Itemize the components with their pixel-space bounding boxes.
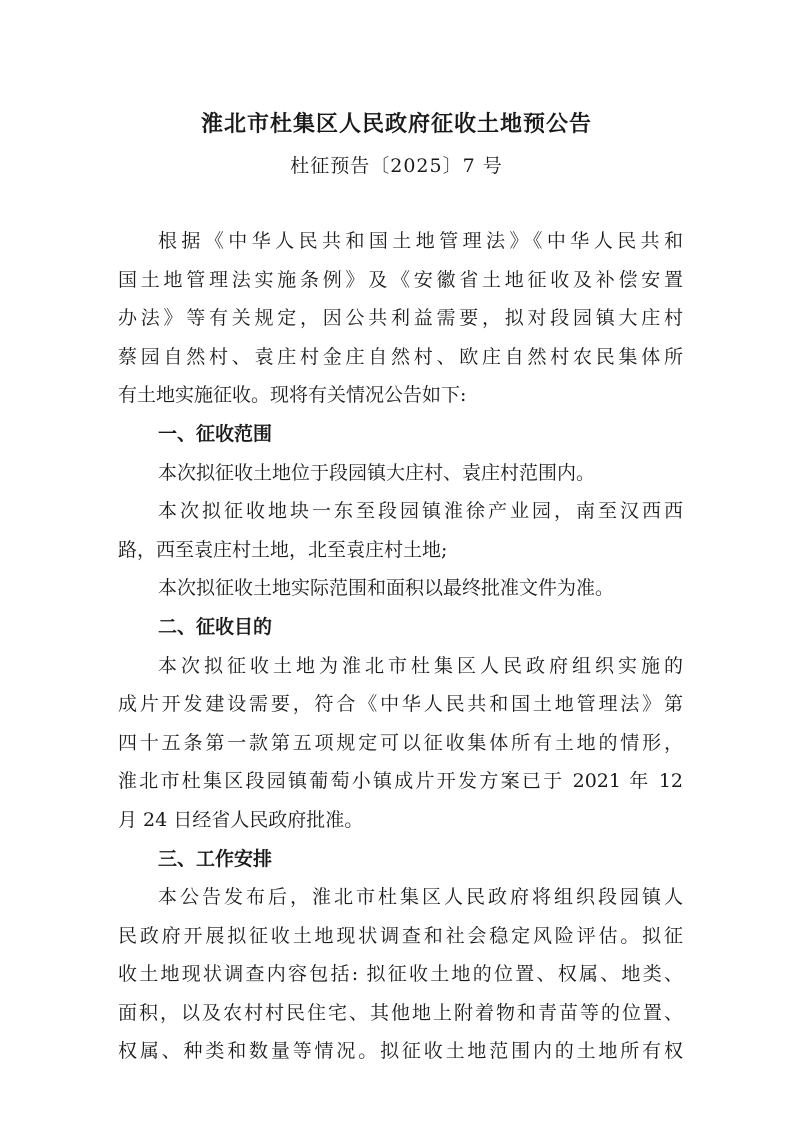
body-line: 权属、种类和数量等情况。拟征收土地范围内的土地所有权 — [118, 1040, 683, 1063]
body-line: 收土地现状调查内容包括: 拟征收土地的位置、权属、地类、 — [118, 963, 683, 986]
body-line: 本次拟征收土地实际范围和面积以最终批准文件为准。 — [158, 577, 615, 600]
body-line: 本次拟征收土地位于段园镇大庄村、袁庄村范围内。 — [158, 461, 596, 484]
body-line: 国土地管理法实施条例》及《安徽省土地征收及补偿安置 — [118, 268, 683, 291]
body-line: 成片开发建设需要，符合《中华人民共和国土地管理法》第 — [118, 693, 683, 716]
body-line: 月 24 日经省人民政府批准。 — [118, 808, 364, 831]
document-title: 淮北市杜集区人民政府征收土地预公告 — [200, 112, 592, 137]
section-heading: 一、征收范围 — [158, 422, 273, 445]
body-line: 面积，以及农村村民住宅、其他地上附着物和青苗等的位置、 — [118, 1001, 683, 1024]
body-line: 根据《中华人民共和国土地管理法》《中华人民共和 — [158, 230, 683, 252]
body-line: 本次拟征收地块一东至段园镇淮徐产业园，南至汉西西 — [158, 500, 683, 523]
body-line: 蔡园自然村、袁庄村金庄自然村、欧庄自然村农民集体所 — [118, 345, 683, 368]
body-line: 民政府开展拟征收土地现状调查和社会稳定风险评估。拟征 — [118, 924, 683, 947]
body-line: 淮北市杜集区段园镇葡萄小镇成片开发方案已于 2021 年 12 — [118, 770, 683, 793]
section-heading: 二、征收目的 — [158, 615, 273, 638]
body-line: 办法》等有关规定，因公共利益需要，拟对段园镇大庄村 — [118, 307, 683, 330]
body-line: 路，西至袁庄村土地，北至袁庄村土地; — [118, 538, 448, 561]
section-heading: 三、工作安排 — [158, 847, 273, 870]
body-line: 四十五条第一款第五项规定可以征收集体所有土地的情形， — [118, 731, 683, 754]
body-line: 本公告发布后，淮北市杜集区人民政府将组织段园镇人 — [158, 886, 683, 909]
document-number: 杜征预告〔2025〕7 号 — [290, 155, 503, 177]
body-line: 有土地实施征收。现将有关情况公告如下: — [118, 384, 467, 407]
document-body — [118, 222, 683, 1071]
body-line: 本次拟征收土地为淮北市杜集区人民政府组织实施的 — [158, 654, 683, 677]
